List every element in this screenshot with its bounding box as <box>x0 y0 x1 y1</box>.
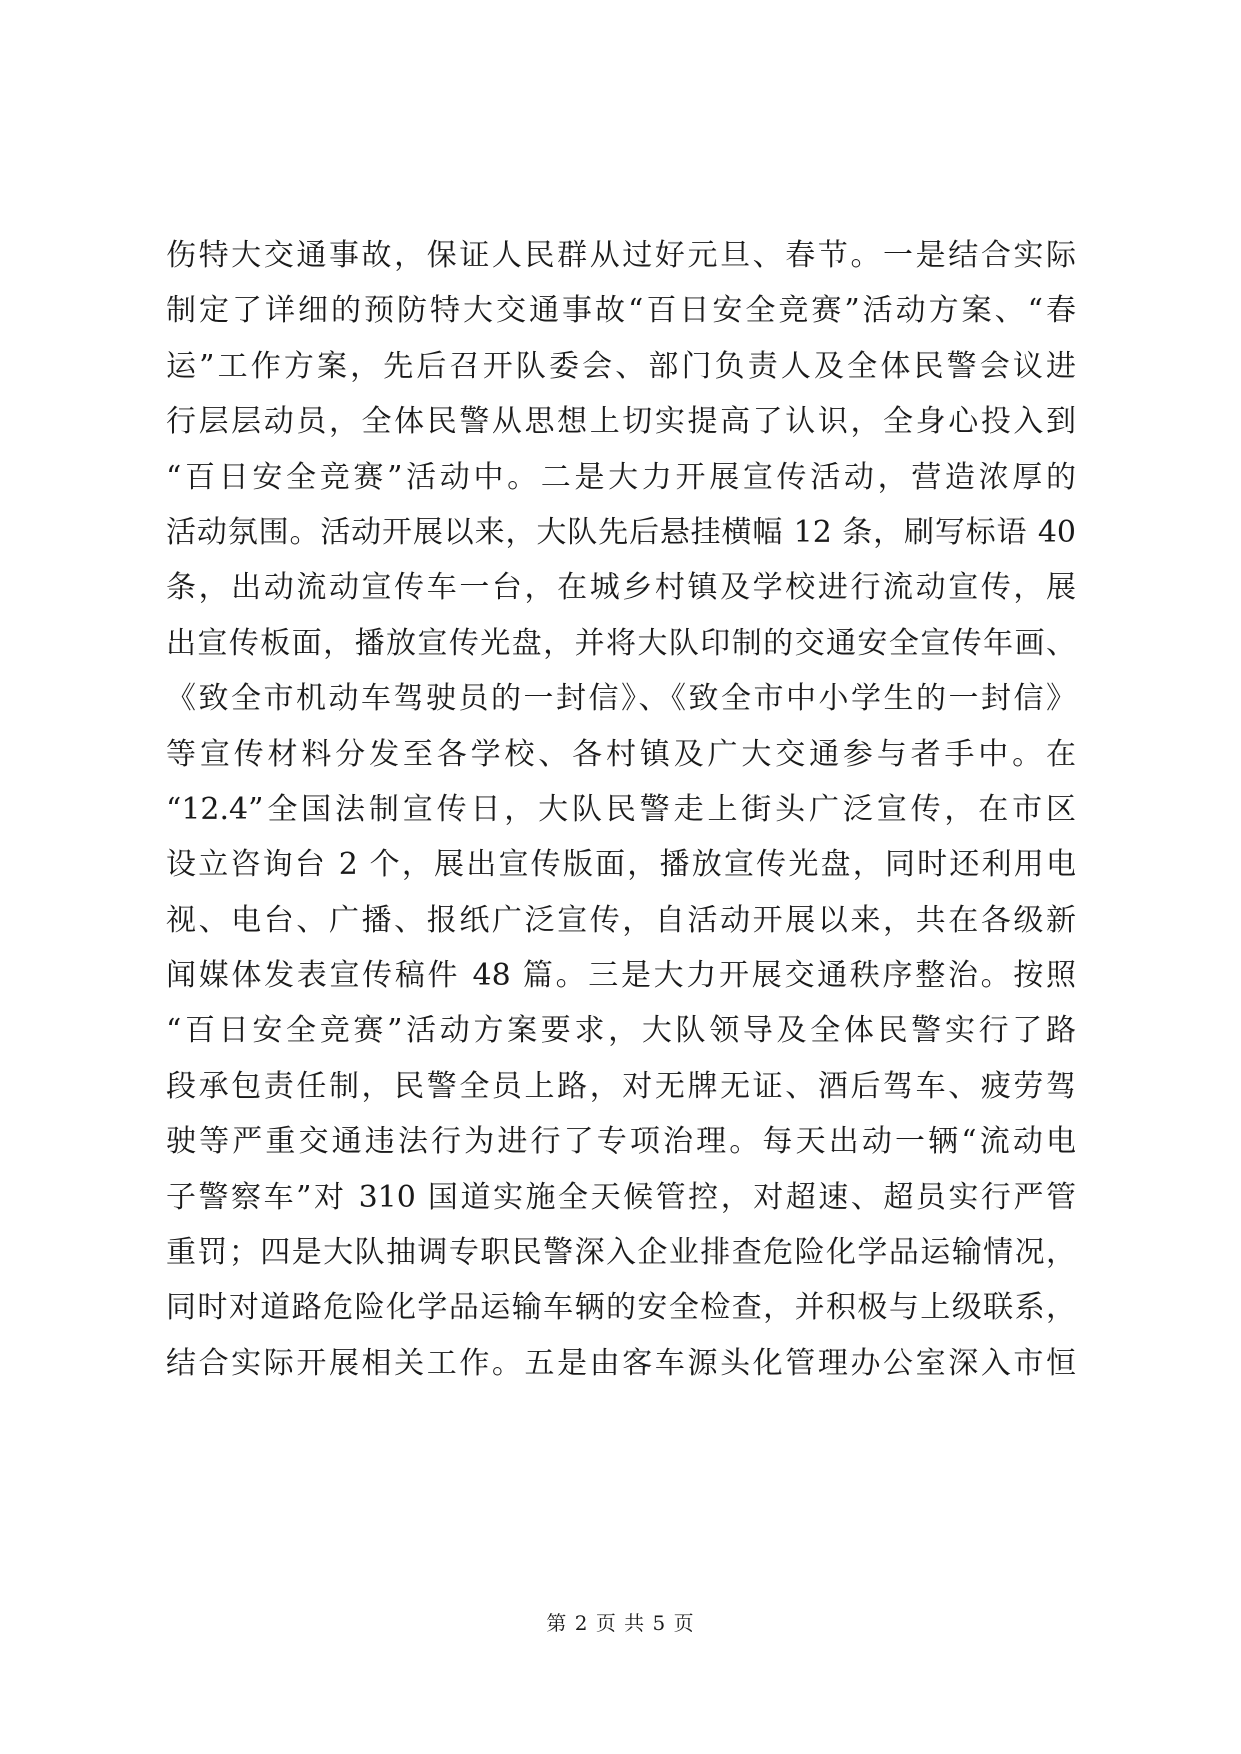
text-line: 行层层动员，全体民警从思想上切实提高了认识，全身心投入到 <box>166 404 1076 440</box>
text-line: 结合实际开展相关工作。五是由客车源头化管理办公室深入市恒 <box>166 1345 1076 1381</box>
text-line: 条，出动流动宣传车一台，在城乡村镇及学校进行流动宣传，展 <box>166 570 1076 606</box>
body-text <box>166 228 1076 1391</box>
text-line: 段承包责任制，民警全员上路，对无牌无证、酒后驾车、疲劳驾 <box>166 1068 1076 1104</box>
text-line: “百日安全竞赛”活动中。二是大力开展宣传活动，营造浓厚的 <box>166 459 1076 495</box>
text-line: “百日安全竞赛”活动方案要求，大队领导及全体民警实行了路 <box>166 1013 1076 1049</box>
text-line: 伤特大交通事故，保证人民群从过好元旦、春节。一是结合实际 <box>166 238 1076 273</box>
page-footer <box>0 1610 1241 1636</box>
page-number-label: 第 2 页 共 5 页 <box>546 1611 695 1635</box>
text-line: 制定了详细的预防特大交通事故“百日安全竞赛”活动方案、“春 <box>166 293 1076 329</box>
text-line: 同时对道路危险化学品运输车辆的安全检查，并积极与上级联系， <box>166 1290 1076 1326</box>
text-line: 视、电台、广播、报纸广泛宣传，自活动开展以来，共在各级新 <box>166 902 1076 938</box>
text-line: 驶等严重交通违法行为进行了专项治理。每天出动一辆“流动电 <box>166 1124 1076 1160</box>
text-line: 《致全市机动车驾驶员的一封信》、《致全市中小学生的一封信》 <box>166 681 1076 717</box>
text-line: “12.4”全国法制宣传日，大队民警走上街头广泛宣传，在市区 <box>166 791 1076 827</box>
text-line: 活动氛围。活动开展以来，大队先后悬挂横幅 12 条，刷写标语 40 <box>166 514 1076 550</box>
text-line: 设立咨询台 2 个，展出宣传版面，播放宣传光盘，同时还利用电 <box>166 847 1076 883</box>
text-line: 闻媒体发表宣传稿件 48 篇。三是大力开展交通秩序整治。按照 <box>166 958 1076 994</box>
text-line: 出宣传板面，播放宣传光盘，并将大队印制的交通安全宣传年画、 <box>166 625 1076 661</box>
text-line: 等宣传材料分发至各学校、各村镇及广大交通参与者手中。在 <box>166 736 1076 772</box>
text-line: 子警察车”对 310 国道实施全天候管控，对超速、超员实行严管 <box>166 1179 1076 1215</box>
text-line: 重罚；四是大队抽调专职民警深入企业排查危险化学品运输情况， <box>166 1235 1076 1271</box>
text-line: 运”工作方案，先后召开队委会、部门负责人及全体民警会议进 <box>166 348 1076 384</box>
